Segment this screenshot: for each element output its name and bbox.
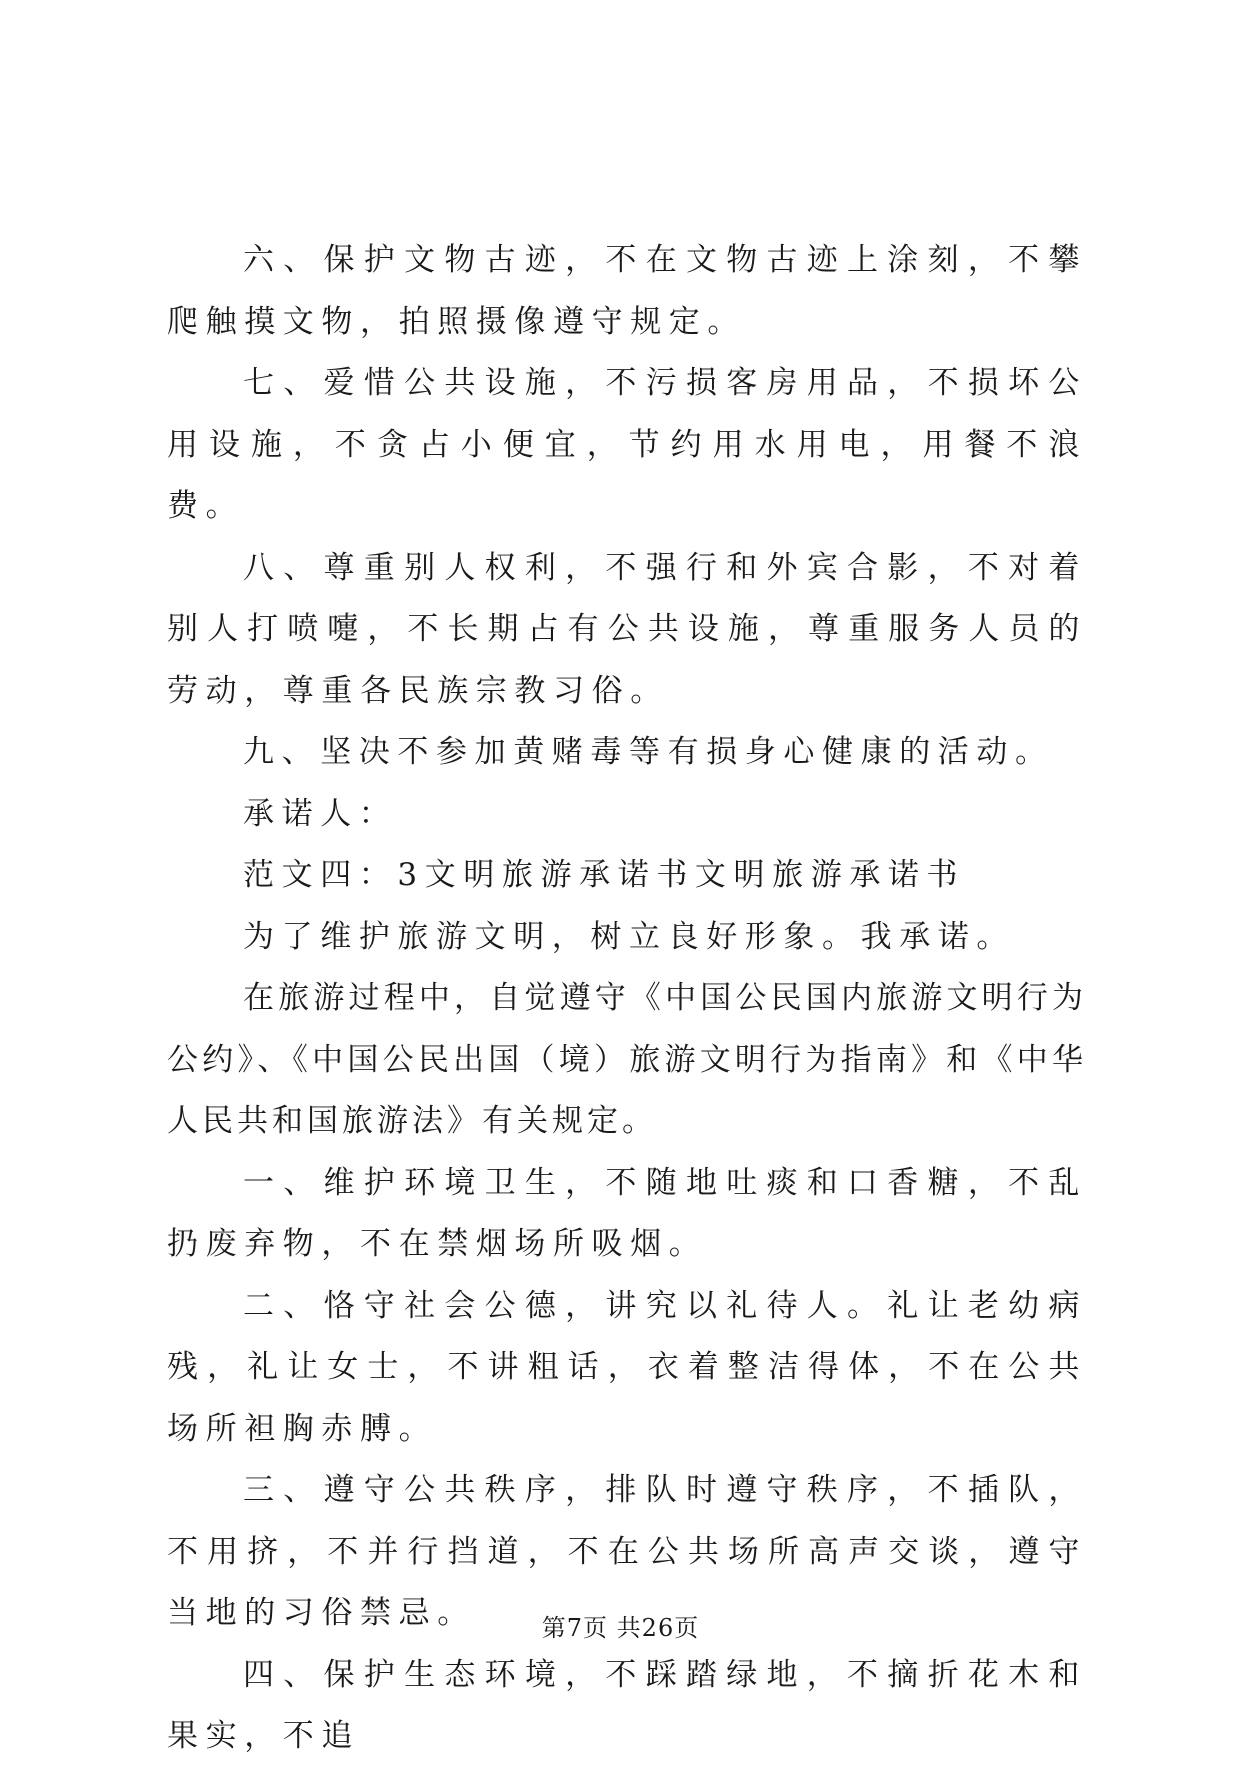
- paragraph-item-7: 七、爱惜公共设施，不污损客房用品，不损坏公用设施，不贪占小便宜，节约用水用电，用餐不浪费。: [167, 365, 1087, 524]
- pledger-label: 承诺人：: [243, 795, 398, 832]
- paragraph-item-8: 八、尊重别人权利，不强行和外宾合影，不对着别人打喷嚏，不长期占有公共设施，尊重服务人员的劳动，尊重各民族宗教习俗。: [167, 549, 1087, 709]
- page-number-footer: 第7页 共26页: [541, 1614, 700, 1642]
- paragraph-item-1: 一、维护环境卫生，不随地吐痰和口香糖，不乱扔废弃物，不在禁烟场所吸烟。: [167, 1164, 1087, 1262]
- paragraph-item-9: 九、坚决不参加黄赌毒等有损身心健康的活动。: [243, 734, 1054, 770]
- pledge-preamble: 在旅游过程中，自觉遵守《中国公民国内旅游文明行为公约》、《中国公民出国（境）旅游文明行为指南》和《中华人民共和国旅游法》有关规定。: [167, 980, 1087, 1139]
- pledge-intro: 为了维护旅游文明，树立良好形象。我承诺。: [243, 918, 1015, 955]
- paragraph-item-4: 四、保护生态环境，不踩踏绿地，不摘折花木和果实，不追: [167, 1656, 1087, 1754]
- document-body: [167, 230, 1087, 1768]
- paragraph-item-6: 六、保护文物古迹，不在文物古迹上涂刻，不攀爬触摸文物，拍照摄像遵守规定。: [167, 242, 1087, 340]
- paragraph-item-3: 三、遵守公共秩序，排队时遵守秩序，不插队，不用挤，不并行挡道，不在公共场所高声交谈，遵守当地的习俗禁忌。: [167, 1472, 1087, 1631]
- section-heading: 范文四：3文明旅游承诺书文明旅游承诺书: [243, 857, 966, 893]
- paragraph-item-2: 二、恪守社会公德，讲究以礼待人。礼让老幼病残，礼让女士，不讲粗话，衣着整洁得体，不在公共场所袒胸赤膊。: [167, 1287, 1087, 1447]
